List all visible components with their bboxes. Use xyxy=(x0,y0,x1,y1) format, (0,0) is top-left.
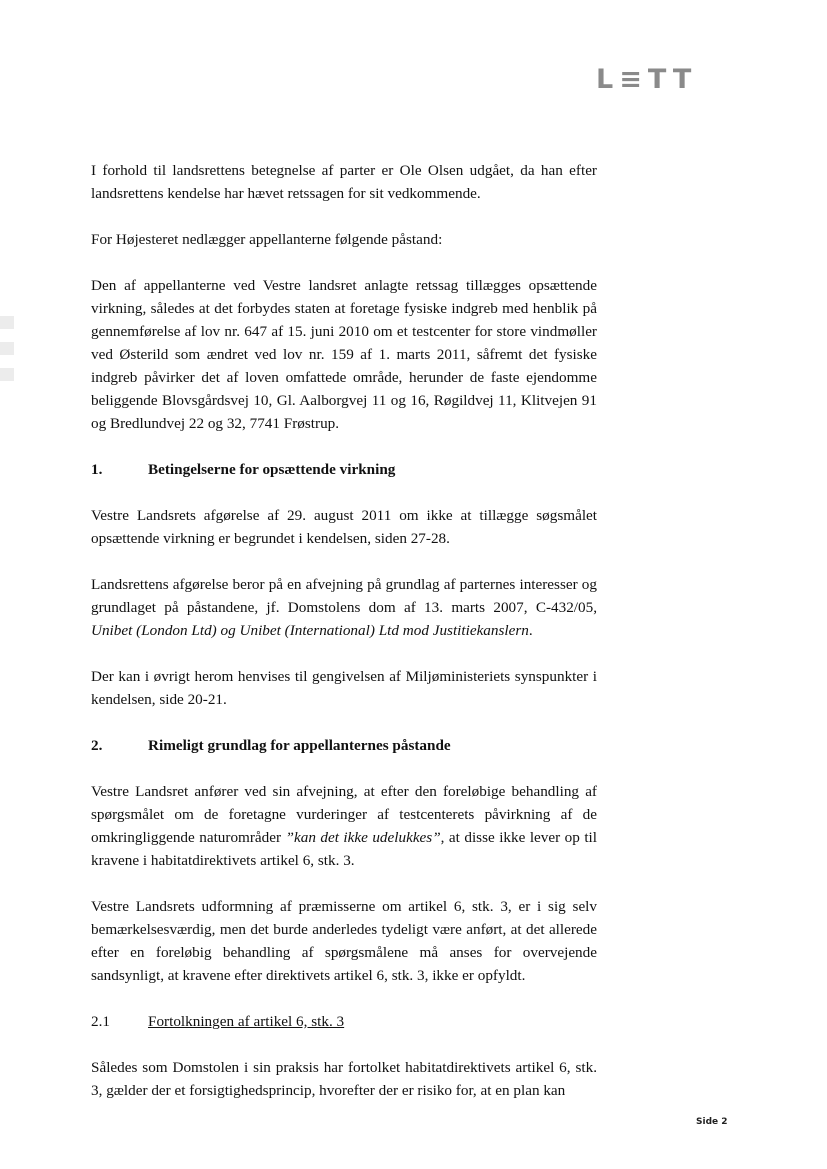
paragraph: Der kan i øvrigt herom henvises til gengivelsen af Miljøministeriets synspunkter i kendelsen, side 20-21. xyxy=(91,668,597,708)
paragraph xyxy=(91,573,597,642)
paragraph-text: , at disse ikke lever op til kravene i habitatdirektivets artikel 6, stk. 3. xyxy=(91,829,597,869)
paragraph: I forhold til landsrettens betegnelse af parter er Ole Olsen udgået, da han efter landsrettens kendelse har hævet retssagen for sit vedkommende. xyxy=(91,162,597,202)
page-number: Side 2 xyxy=(696,1117,728,1127)
paragraph: Således som Domstolen i sin praksis har fortolket habitatdirektivets artikel 6, stk. 3, gælder der et forsigtighedsprincip, hvorefter der er risiko for, at en plan kan xyxy=(91,1059,597,1099)
margin-mark xyxy=(0,342,14,355)
paragraph: Vestre Landsrets udformning af præmisserne om artikel 6, stk. 3, er i sig selv bemærkelsesværdig, men det burde anderledes tydeligt være anført, at det allerede efter en foreløbig behandling af spørgsmålene må anses for overvejende sandsynligt, at kravene efter direktivets artikel 6, stk. 3, ikke er opfyldt. xyxy=(91,898,597,984)
paragraph xyxy=(91,780,597,872)
paragraph: For Højesteret nedlægger appellanterne følgende påstand: xyxy=(91,231,443,248)
margin-marks xyxy=(0,316,14,394)
section-title: Betingelserne for opsættende virkning xyxy=(148,461,396,478)
case-citation: Unibet (London Ltd) og Unibet (International) Ltd mod Justitiekanslern xyxy=(91,622,529,639)
paragraph-text: Landsrettens afgørelse beror på en afvejning på grundlag af parternes interesser og grundlaget på påstandene, jf. Domstolens dom af 13. marts 2007, C-432/05, xyxy=(91,576,597,616)
section-number: 1. xyxy=(91,461,103,478)
section-heading-2 xyxy=(91,734,597,757)
quoted-text: ”kan det ikke udelukkes” xyxy=(285,829,441,846)
subsection-title: Fortolkningen af artikel 6, stk. 3 xyxy=(148,1013,345,1030)
claim-paragraph: Den af appellanterne ved Vestre landsret anlagte retssag tillægges opsættende virkning, således at det forbydes staten at foretage fysiske indgreb med henblik på gennemførelse af lov nr. 647 af 15. juni 2010 om et testcenter for store vindmøller ved Østerild som ændret ved lov nr. 159 af 1. marts 2011, såfremt det fysiske indgreb påvirker det af loven omfattede område, herunder de faste ejendomme beliggende Blovsgårdsvej 10, Gl. Aalborgvej 11 og 16, Røgildvej 11, Klitvejen 91 og Bredlundvej 22 og 32, 7741 Frøstrup. xyxy=(91,277,597,432)
subsection-number: 2.1 xyxy=(91,1013,110,1030)
paragraph-text: Vestre Landsret anfører ved sin afvejning, at efter den foreløbige behandling af spørgsmålet om de foretagne vurderinger af testcenterets påvirkning af de omkringliggende naturområder xyxy=(91,783,597,846)
section-number: 2. xyxy=(91,737,103,754)
paragraph-text: . xyxy=(528,622,533,639)
margin-mark xyxy=(0,368,14,381)
section-title: Rimeligt grundlag for appellanternes påstande xyxy=(148,737,451,754)
section-heading-1 xyxy=(91,458,597,481)
document-body xyxy=(91,159,597,1125)
subsection-heading-2-1 xyxy=(91,1010,597,1033)
paragraph: Vestre Landsrets afgørelse af 29. august 2011 om ikke at tillægge søgsmålet opsættende virkning er begrundet i kendelsen, siden 27-28. xyxy=(91,507,597,547)
margin-mark xyxy=(0,316,14,329)
company-logo: L≡TT xyxy=(596,64,698,95)
